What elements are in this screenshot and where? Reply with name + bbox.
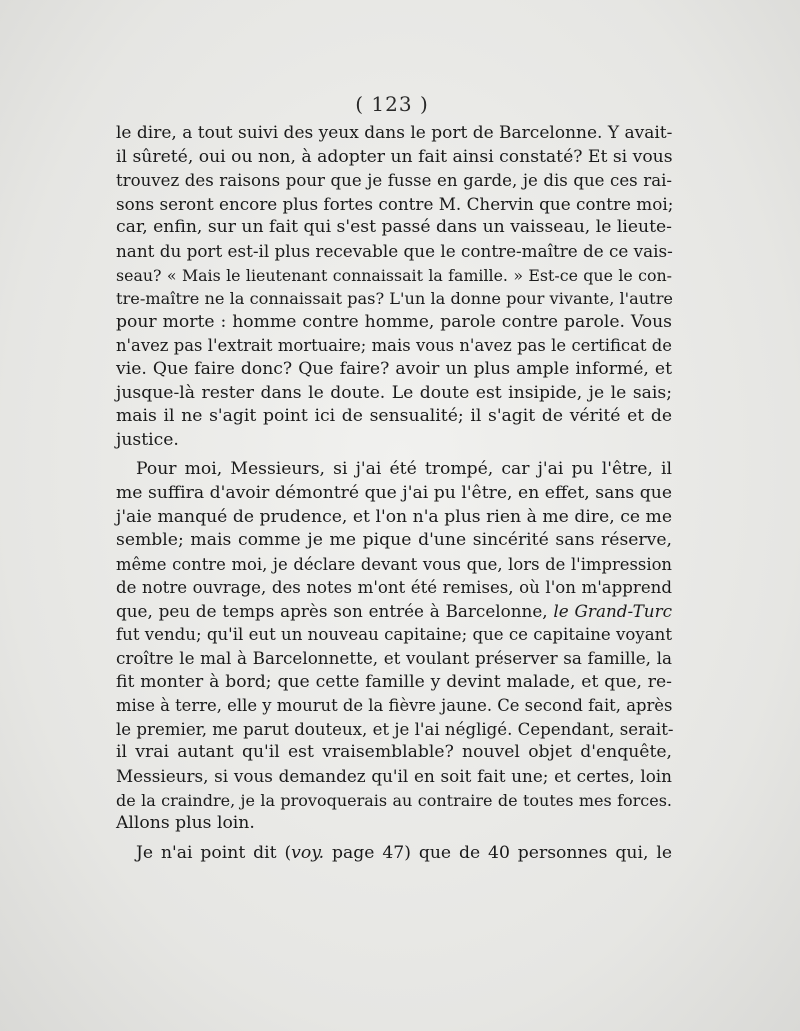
page-number: ( 123 )	[355, 92, 429, 116]
text-line: seau? « Mais le lieutenant connaissait la famille. » Est-ce que le con-	[116, 265, 672, 285]
text-line: n'avez pas l'extrait mortuaire; mais vous n'avez pas le certificat de	[116, 336, 672, 356]
text-line: de notre ouvrage, des notes m'ont été remises, où l'on m'apprend	[116, 578, 672, 598]
text-line: fit monter à bord; que cette famille y devint malade, et que, re-	[116, 671, 672, 692]
text-line: car, enfin, sur un fait qui s'est passé dans un vaisseau, le lieute-	[116, 217, 672, 238]
text-line: sons seront encore plus fortes contre M. Chervin que contre moi;	[116, 193, 674, 214]
paragraph-end-line: justice.	[116, 429, 179, 450]
text-line: vie. Que faire donc? Que faire? avoir un plus ample informé, et	[116, 358, 672, 379]
body-text	[116, 122, 672, 865]
text-line: tre-maître ne la connaissait pas? L'un la donne pour vivante, l'autre	[116, 289, 674, 309]
text-line: le premier, me parut douteux, et je l'ai négligé. Cependant, serait-	[116, 719, 674, 739]
text-line: fut vendu; qu'il eut un nouveau capitaine; que ce capitaine voyant	[116, 625, 673, 645]
text-line: semble; mais comme je me pique d'une sincérité sans réserve,	[116, 530, 672, 551]
italic-abbreviation: voy.	[291, 842, 325, 863]
text-line: Messieurs, si vous demandez qu'il en soit fait une; et certes, loin	[116, 766, 672, 787]
paragraph-start-line-with-italic	[116, 842, 672, 866]
text-line: croître le mal à Barcelonnette, et voulant préserver sa famille, la	[116, 648, 672, 669]
text-line-with-italic	[116, 600, 672, 624]
text-line: pour morte : homme contre homme, parole contre parole. Vous	[116, 311, 672, 332]
text-segment: Je n'ai point dit (	[136, 842, 292, 863]
text-segment: page 47) que de 40 personnes qui, le	[324, 842, 673, 863]
text-line: le dire, a tout suivi des yeux dans le port de Barcelonne. Y avait-	[116, 123, 673, 143]
text-line: mise à terre, elle y mourut de la fièvre jaune. Ce second fait, après	[116, 696, 673, 716]
text-line: de la craindre, je la provoquerais au contraire de toutes mes forces.	[116, 790, 672, 810]
text-line: il sûreté, oui ou non, à adopter un fait ainsi constaté? Et si vous	[116, 146, 673, 167]
text-line: même contre moi, je déclare devant vous que, lors de l'impression	[116, 554, 672, 574]
text-line: jusque-là rester dans le doute. Le doute est insipide, je le sais;	[116, 382, 672, 403]
text-line: j'aie manqué de prudence, et l'on n'a plus rien à me dire, ce me	[116, 506, 672, 527]
italic-ship-name: le Grand-Turc	[553, 600, 673, 621]
text-line: me suffira d'avoir démontré que j'ai pu l'être, en effet, sans que	[116, 482, 672, 503]
paragraph-end-line: Allons plus loin.	[116, 813, 255, 834]
text-line: mais il ne s'agit point ici de sensualité; il s'agit de vérité et de	[116, 406, 672, 427]
text-line: il vrai autant qu'il est vraisemblable? nouvel objet d'enquête,	[116, 742, 672, 763]
text-line: nant du port est-il plus recevable que le contre-maître de ce vais-	[116, 240, 673, 261]
paragraph-start-line: Pour moi, Messieurs, si j'ai été trompé, car j'ai pu l'être, il	[136, 459, 672, 480]
text-segment: que, peu de temps après son entrée à Barcelonne,	[116, 600, 554, 621]
text-line: trouvez des raisons pour que je fusse en garde, je dis que ces rai-	[116, 171, 672, 191]
